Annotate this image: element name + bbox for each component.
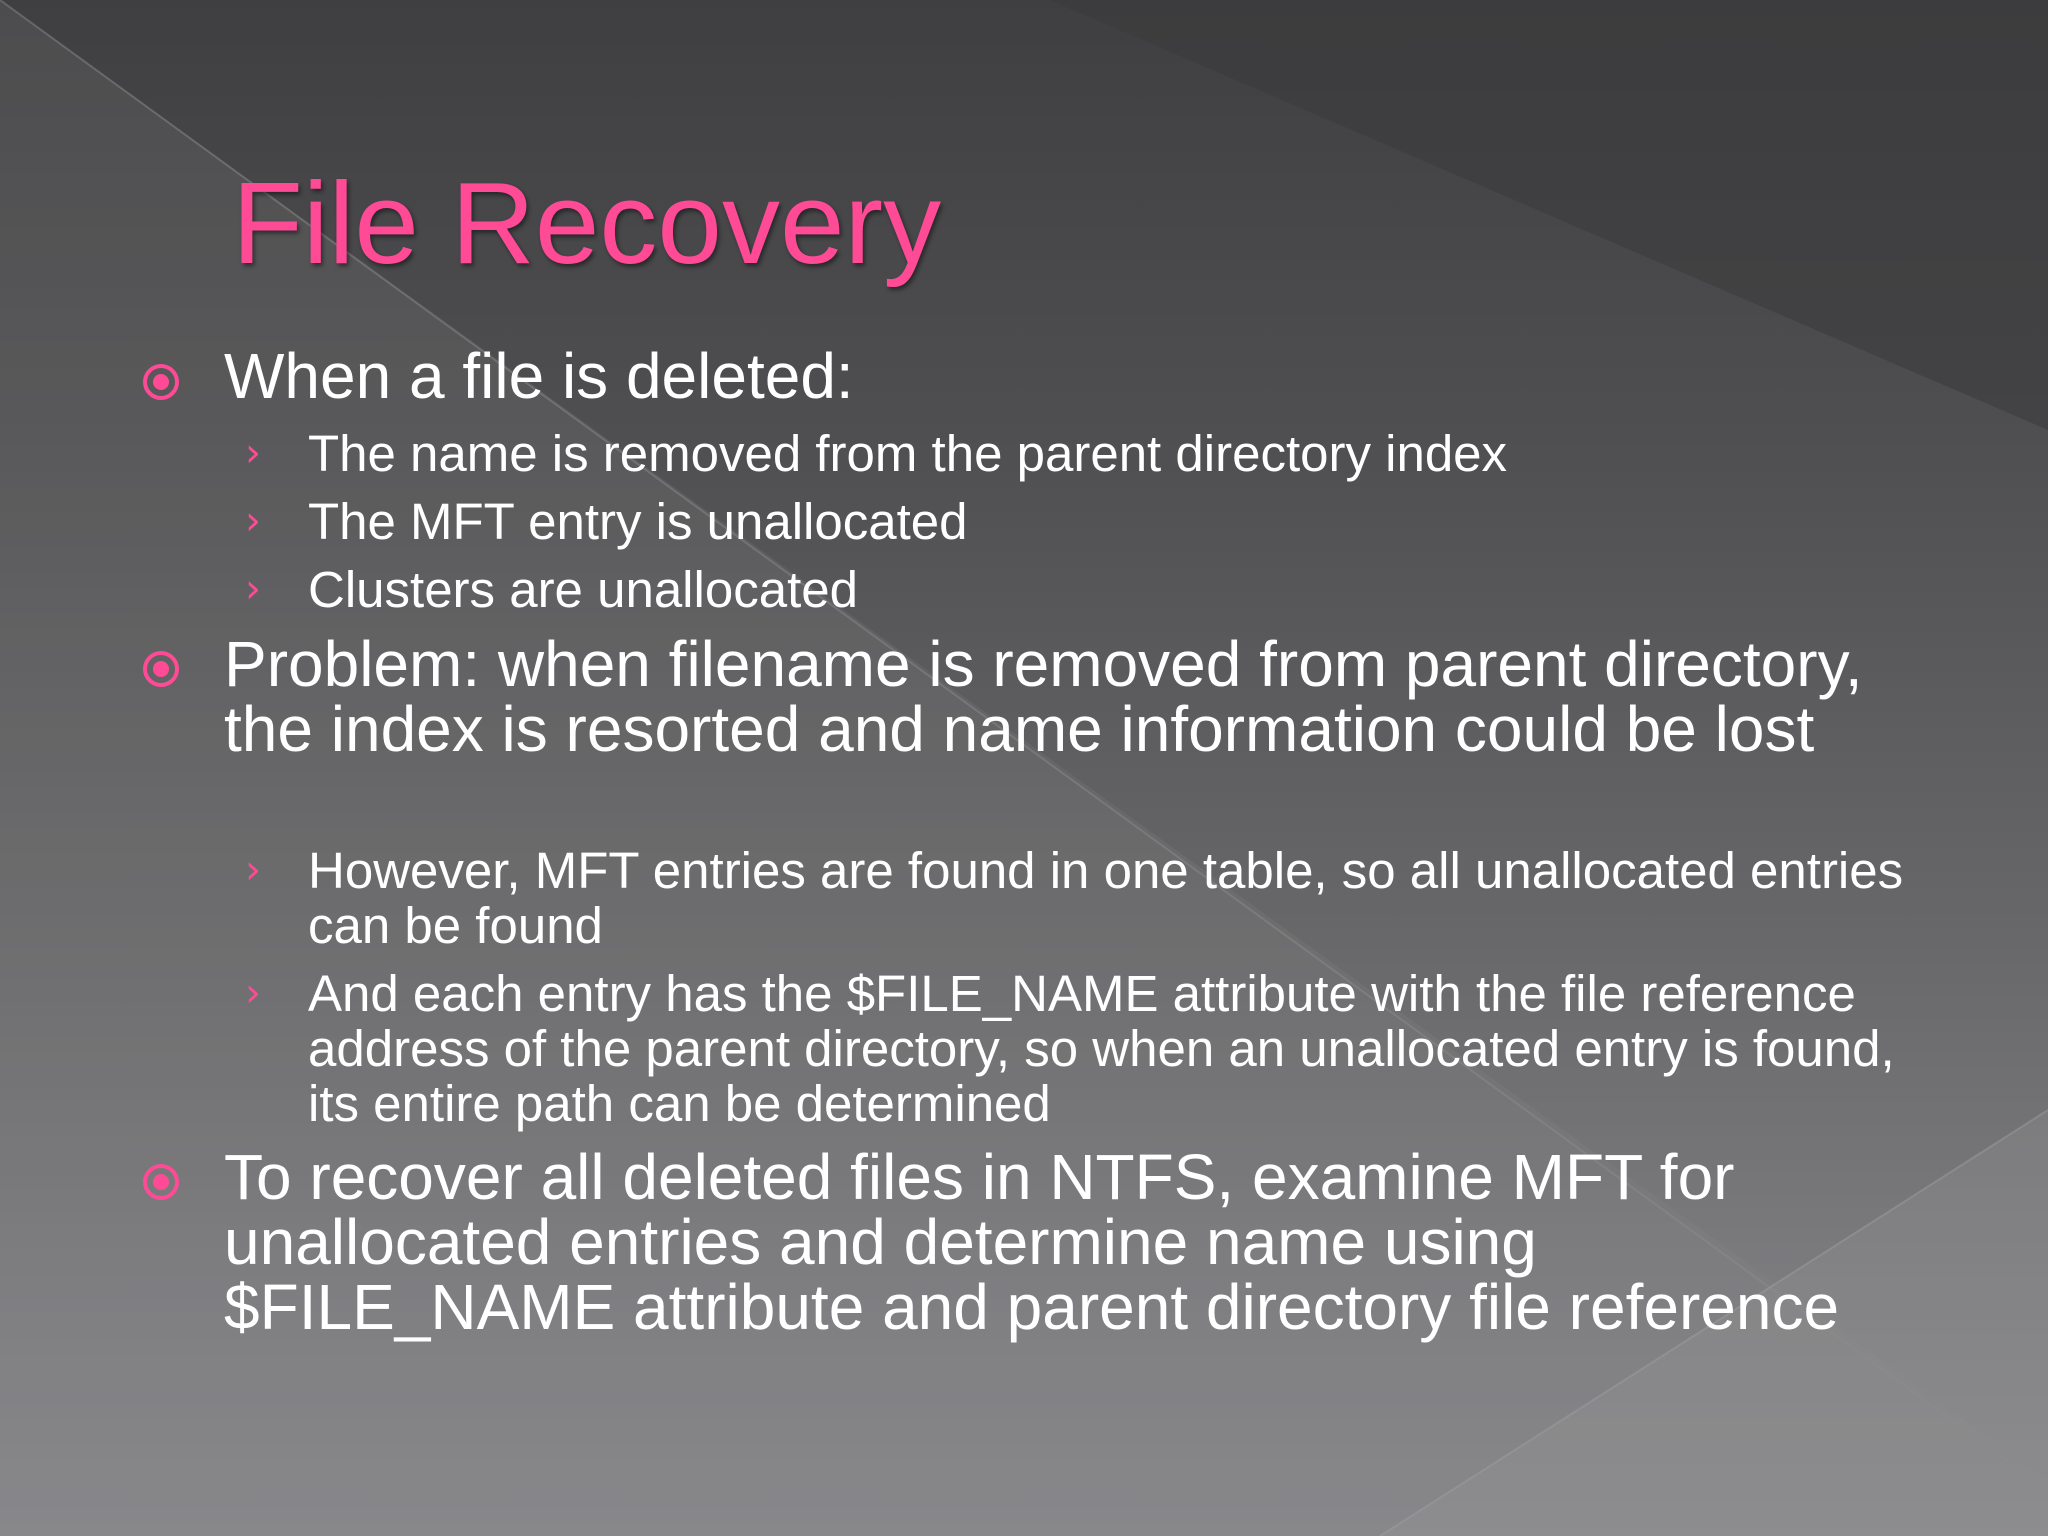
chevron-right-icon: › — [245, 498, 261, 544]
bullet-1-sub-3: Clusters are unallocated — [308, 561, 858, 618]
chevron-right-icon: › — [245, 430, 261, 476]
chevron-right-icon: › — [245, 847, 261, 893]
chevron-right-icon: › — [245, 970, 261, 1016]
bullet-2-sub-2: And each entry has the $FILE_NAME attribute with the file reference address of the parent directory, so when an unallocated entry is found, its entire path can be determined — [308, 965, 1895, 1132]
target-bullet-icon — [141, 1162, 181, 1202]
bullet-3-text: To recover all deleted files in NTFS, examine MFT for unallocated entries and determine name using $FILE_NAME attribute and parent directory file reference — [224, 1141, 1840, 1343]
chevron-right-icon: › — [245, 566, 261, 612]
bullet-2-text: Problem: when filename is removed from parent directory, the index is resorted and name information could be lost — [224, 628, 1863, 765]
bullet-1-sub-1: The name is removed from the parent directory index — [308, 425, 1508, 482]
target-bullet-icon — [141, 362, 181, 402]
bullet-2-sub-1: However, MFT entries are found in one table, so all unallocated entries can be found — [308, 842, 1904, 954]
bullet-1-text: When a file is deleted: — [224, 340, 854, 412]
slide-title: File Recovery — [232, 158, 942, 288]
target-bullet-icon — [141, 649, 181, 689]
bullet-1-sub-2: The MFT entry is unallocated — [308, 493, 968, 550]
